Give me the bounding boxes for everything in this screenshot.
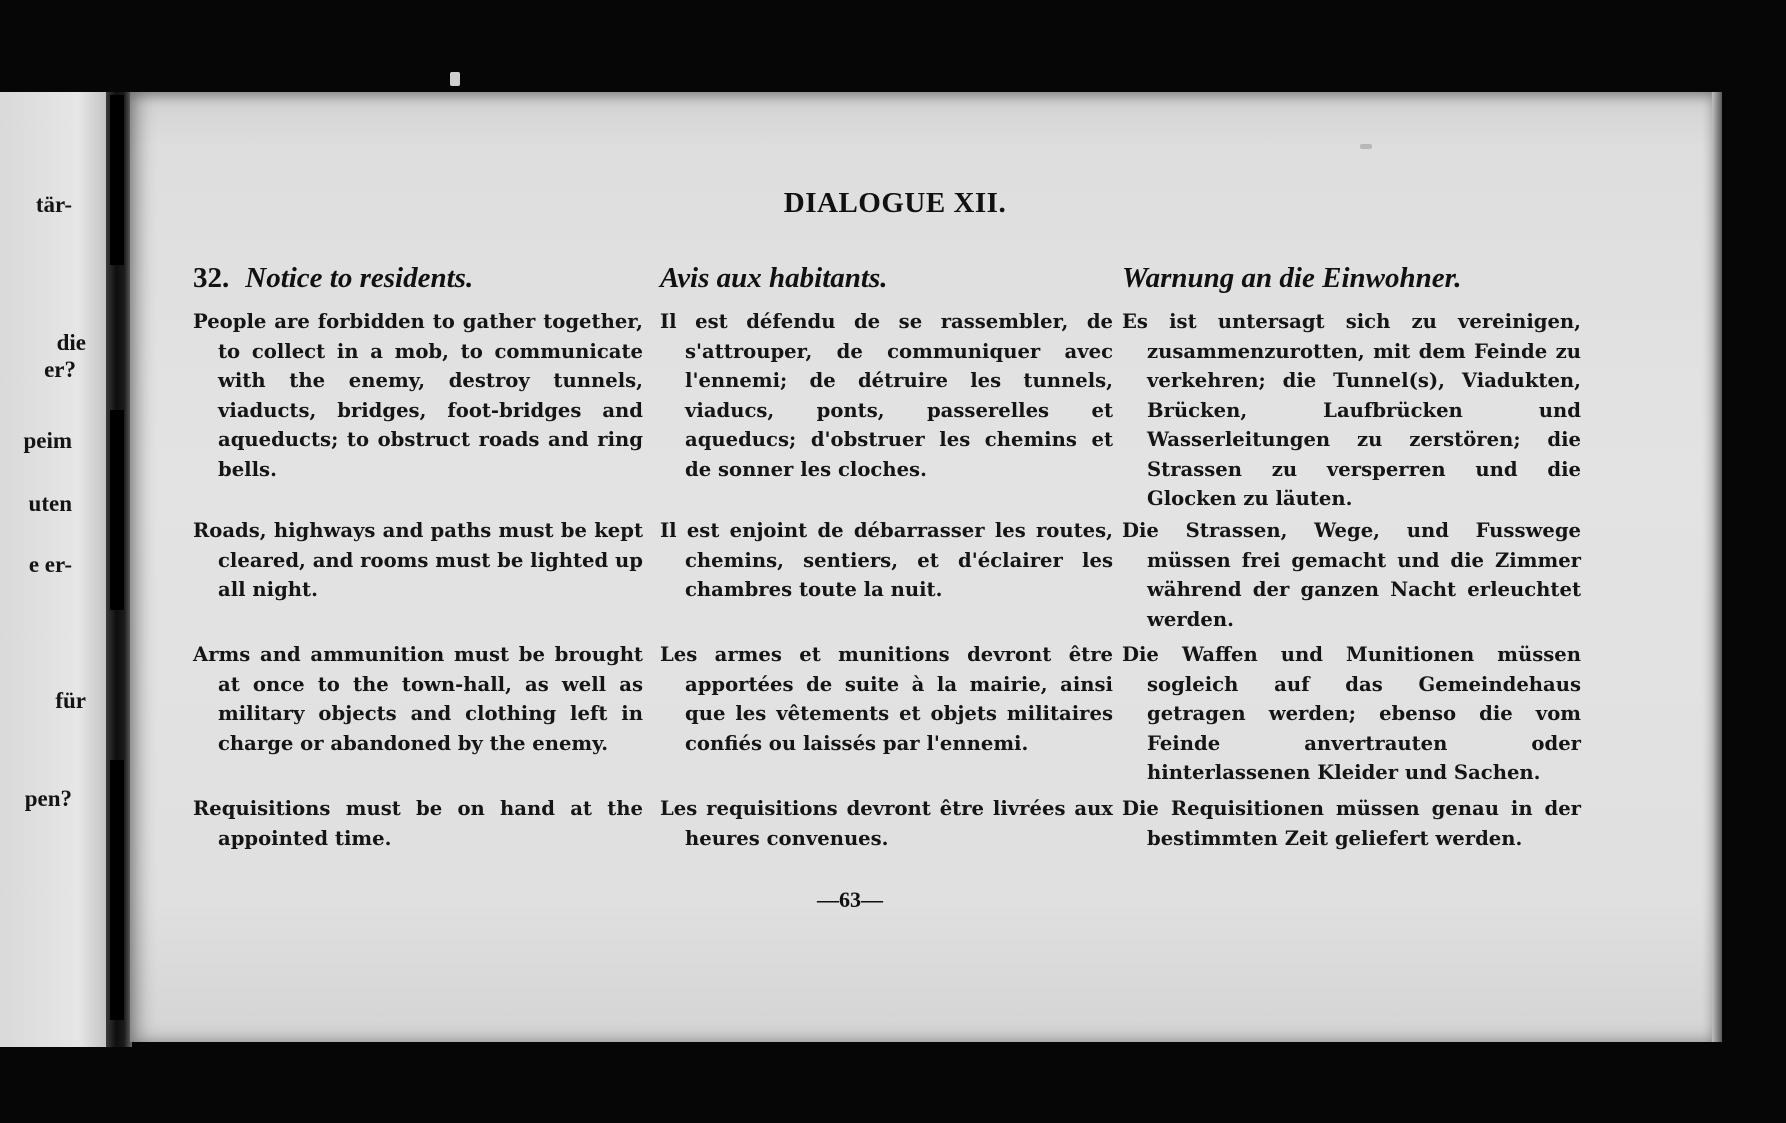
paragraph: Die Waffen und Munitionen müssen sogleich auf das Gemeindehaus getragen werden; ebenso die vom Feinde anvertrauten oder hinterlassenen Kleider und Sachen. [1122, 643, 1581, 784]
paragraph: Les requisitions devront être livrées aux heures convenues. [660, 797, 1113, 850]
section-heading [193, 262, 473, 295]
left-page-fragment: uten [28, 491, 72, 516]
paragraph: People are forbidden to gather together, to collect in a mob, to communicate with the enemy, destroy tunnels, viaducts, bridges, foot-bridges and aqueducts; to obstruct roads and ring bells. [193, 310, 643, 481]
page-number: —63— [817, 887, 883, 912]
spine-shadow [110, 95, 124, 265]
paragraph: Es ist untersagt sich zu vereinigen, zusammenzurotten, mit dem Feinde zu verkehren; die Tunnel(s), Viadukten, Brücken, Laufbrücken und Wasserleitungen zu zerstören; die Strassen zu versperren und die Glocken zu läuten. [1122, 310, 1581, 510]
paragraph: Requisitions must be on hand at the appointed time. [193, 797, 643, 850]
spine-shadow [110, 410, 124, 610]
section-heading: Warnung an die Einwohner. [1122, 262, 1462, 294]
paragraph: Les armes et munitions devront être apportées de suite à la mairie, ainsi que les vêtements et objets militaires confiés ou laissés par l'ennemi. [660, 643, 1113, 755]
dust-speck [450, 72, 460, 86]
left-page-fragment: peim [23, 428, 72, 453]
paragraph: Die Strassen, Wege, und Fusswege müssen frei gemacht und die Zimmer während der ganzen Nacht erleuchtet werden. [1122, 519, 1581, 631]
paragraph: Arms and ammunition must be brought at once to the town-hall, as well as military objects and clothing left in charge or abandoned by the enemy. [193, 643, 643, 755]
dust-speck [1360, 144, 1372, 149]
section-heading: Avis aux habitants. [660, 262, 888, 294]
left-page-fragment: e er- [28, 552, 72, 577]
paragraph: Roads, highways and paths must be kept cleared, and rooms must be lighted up all night. [193, 519, 643, 601]
paragraph: Il est enjoint de débarrasser les routes, chemins, sentiers, et d'éclairer les chambres toute la nuit. [660, 519, 1113, 601]
left-page-fragment: er? [44, 357, 76, 382]
left-page-fragment: die [56, 330, 86, 355]
left-page-fragment: für [55, 688, 86, 713]
left-page-fragment: tär- [35, 192, 72, 217]
book-page [130, 92, 1712, 1042]
section-number: 32. [193, 262, 230, 294]
heading-text: Notice to residents. [245, 262, 474, 294]
spine-shadow [110, 760, 124, 1020]
page-title: DIALOGUE XII. [783, 187, 1007, 219]
paragraph: Die Requisitionen müssen genau in der bestimmten Zeit geliefert werden. [1122, 797, 1581, 850]
left-facing-page [0, 92, 112, 1047]
paragraph: Il est défendu de se rassembler, de s'attrouper, de communiquer avec l'ennemi; de détruire les tunnels, viaducs, ponts, passerelles et aqueducs; d'obstruer les chemins et de sonner les cloches. [660, 310, 1113, 481]
left-page-fragment: pen? [24, 786, 72, 811]
page-edge [1712, 92, 1722, 1042]
